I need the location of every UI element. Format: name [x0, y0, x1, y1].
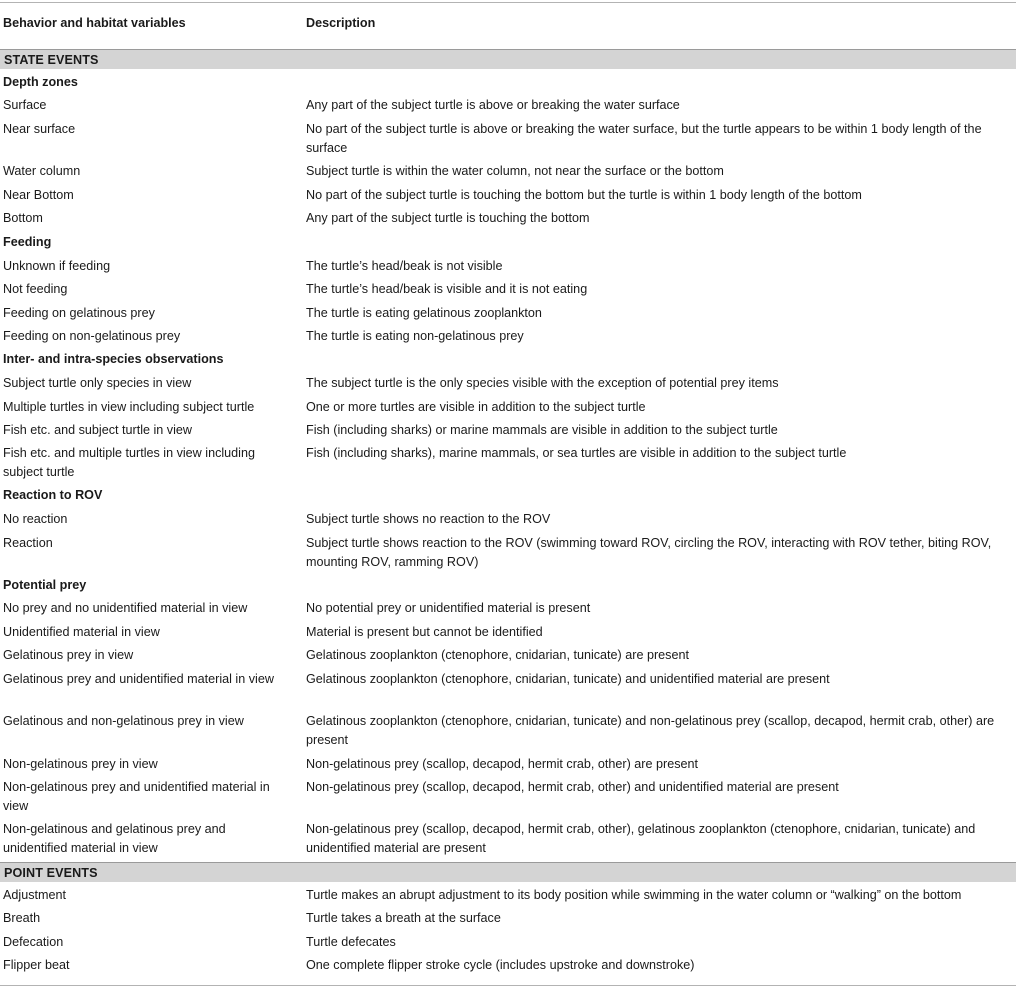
description-cell: The subject turtle is the only species visible with the exception of potential prey items — [306, 376, 779, 390]
group-title: Feeding — [3, 235, 52, 249]
description-cell: Subject turtle shows reaction to the ROV (swimming toward ROV, circling the ROV, interacting with ROV tether, biting ROV, mounting ROV, ramming ROV) — [306, 536, 992, 569]
variable-cell: Near surface — [3, 122, 76, 136]
table-header — [0, 2, 1016, 46]
variable-cell: No prey and no unidentified material in view — [3, 601, 248, 615]
variable-cell: Surface — [3, 98, 47, 112]
description-cell: No potential prey or unidentified material is present — [306, 601, 591, 615]
header-variables: Behavior and habitat variables — [3, 16, 186, 30]
group-title: Depth zones — [3, 75, 78, 89]
variable-cell: Subject turtle only species in view — [3, 376, 192, 390]
variable-cell: Feeding on non-gelatinous prey — [3, 329, 181, 343]
description-cell: Fish (including sharks), marine mammals, or sea turtles are visible in addition to the subject turtle — [306, 446, 847, 460]
section-state-events — [0, 49, 1016, 69]
variable-cell: Gelatinous and non-gelatinous prey in view — [3, 714, 244, 728]
variable-cell: Gelatinous prey in view — [3, 648, 134, 662]
description-cell: The turtle’s head/beak is visible and it is not eating — [306, 282, 588, 296]
description-cell: Turtle takes a breath at the surface — [306, 911, 501, 925]
variable-cell: Flipper beat — [3, 958, 70, 972]
variable-cell: Reaction — [3, 536, 53, 550]
variable-cell: Adjustment — [3, 888, 66, 902]
description-cell: Gelatinous zooplankton (ctenophore, cnidarian, tunicate) are present — [306, 648, 689, 662]
description-cell: No part of the subject turtle is above or breaking the water surface, but the turtle appears to be within 1 body length of the surface — [306, 122, 982, 155]
variable-cell: Non-gelatinous prey and unidentified material in view — [3, 780, 270, 813]
description-cell: The turtle is eating non-gelatinous prey — [306, 329, 524, 343]
description-cell: Gelatinous zooplankton (ctenophore, cnidarian, tunicate) and unidentified material are present — [306, 672, 830, 686]
description-cell: Turtle defecates — [306, 935, 396, 949]
variable-cell: Water column — [3, 164, 81, 178]
variable-cell: Fish etc. and subject turtle in view — [3, 423, 192, 437]
variable-cell: Near Bottom — [3, 188, 74, 202]
description-cell: Non-gelatinous prey (scallop, decapod, hermit crab, other) are present — [306, 757, 699, 771]
description-cell: Turtle makes an abrupt adjustment to its body position while swimming in the water column or “walking” on the bottom — [306, 888, 962, 902]
description-cell: The turtle’s head/beak is not visible — [306, 259, 503, 273]
variable-cell: Non-gelatinous prey in view — [3, 757, 158, 771]
description-cell: The turtle is eating gelatinous zooplankton — [306, 306, 542, 320]
variable-cell: Unknown if feeding — [3, 259, 111, 273]
description-cell: Fish (including sharks) or marine mammals are visible in addition to the subject turtle — [306, 423, 778, 437]
description-cell: Subject turtle shows no reaction to the ROV — [306, 512, 551, 526]
variable-cell: Bottom — [3, 211, 43, 225]
variable-cell: No reaction — [3, 512, 68, 526]
variable-cell: Unidentified material in view — [3, 625, 160, 639]
section-title: POINT EVENTS — [4, 866, 98, 880]
description-cell: One complete flipper stroke cycle (includes upstroke and downstroke) — [306, 958, 695, 972]
variable-cell: Not feeding — [3, 282, 68, 296]
description-cell: Subject turtle is within the water column, not near the surface or the bottom — [306, 164, 724, 178]
header-description: Description — [306, 16, 376, 30]
variable-cell: Multiple turtles in view including subject turtle — [3, 400, 255, 414]
description-cell: One or more turtles are visible in addition to the subject turtle — [306, 400, 646, 414]
variable-cell: Non-gelatinous and gelatinous prey and unidentified material in view — [3, 822, 226, 855]
section-title: STATE EVENTS — [4, 53, 99, 67]
variable-cell: Fish etc. and multiple turtles in view including subject turtle — [3, 446, 255, 479]
group-title: Reaction to ROV — [3, 488, 103, 502]
description-cell: Gelatinous zooplankton (ctenophore, cnidarian, tunicate) and non-gelatinous prey (scallop, decapod, hermit crab, other) are present — [306, 714, 995, 747]
description-cell: No part of the subject turtle is touching the bottom but the turtle is within 1 body length of the bottom — [306, 188, 862, 202]
description-cell: Any part of the subject turtle is touching the bottom — [306, 211, 590, 225]
variable-cell: Gelatinous prey and unidentified material in view — [3, 672, 274, 686]
variable-cell: Defecation — [3, 935, 64, 949]
variable-cell: Breath — [3, 911, 41, 925]
group-title: Potential prey — [3, 578, 87, 592]
description-cell: Any part of the subject turtle is above or breaking the water surface — [306, 98, 680, 112]
table-bottom-rule — [0, 985, 1016, 986]
description-cell: Material is present but cannot be identified — [306, 625, 543, 639]
section-point-events — [0, 862, 1016, 882]
description-cell: Non-gelatinous prey (scallop, decapod, hermit crab, other), gelatinous zooplankton (ctenophore, cnidarian, tunicate) and unidentified material are present — [306, 822, 976, 855]
group-title: Inter- and intra-species observations — [3, 352, 224, 366]
variable-cell: Feeding on gelatinous prey — [3, 306, 155, 320]
description-cell: Non-gelatinous prey (scallop, decapod, hermit crab, other) and unidentified material are present — [306, 780, 839, 794]
